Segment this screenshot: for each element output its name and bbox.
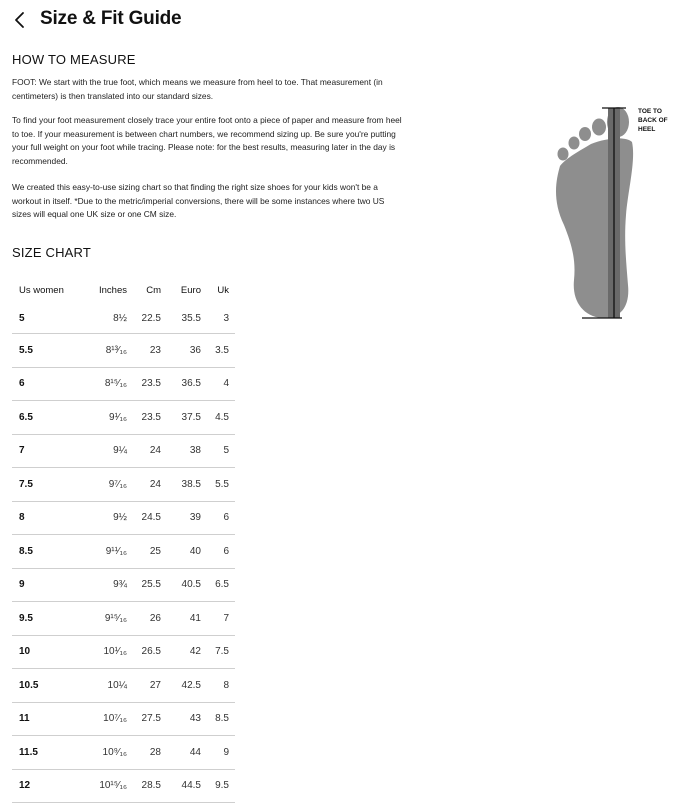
us-size-cell: 8.5 [12, 535, 83, 569]
us-size-cell: 11 [12, 702, 83, 736]
euro-cell: 44 [167, 736, 207, 770]
cm-cell: 22.5 [133, 303, 167, 334]
uk-cell: 7.5 [207, 635, 235, 669]
uk-cell: 8.5 [207, 702, 235, 736]
inches-cell: 10⁹⁄₁₆ [83, 736, 133, 770]
uk-cell: 6.5 [207, 568, 235, 602]
euro-cell: 36 [167, 334, 207, 368]
table-row [12, 401, 235, 435]
table-row [12, 535, 235, 569]
uk-cell: 7 [207, 602, 235, 636]
us-size-cell: 6 [12, 367, 83, 401]
column-header-us-women: Us women [19, 284, 64, 296]
back-button[interactable] [10, 9, 30, 31]
table-row [12, 736, 235, 770]
euro-cell: 41 [167, 602, 207, 636]
cm-cell: 26 [133, 602, 167, 636]
uk-cell: 9 [207, 736, 235, 770]
euro-cell: 40.5 [167, 568, 207, 602]
euro-cell: 44.5 [167, 769, 207, 803]
how-to-measure-title: HOW TO MEASURE [12, 52, 136, 67]
inches-cell: 9¹¹⁄₁₆ [83, 535, 133, 569]
euro-cell: 36.5 [167, 367, 207, 401]
table-row [12, 367, 235, 401]
cm-cell: 25 [133, 535, 167, 569]
page-title: Size & Fit Guide [40, 8, 182, 29]
uk-cell: 4.5 [207, 401, 235, 435]
inches-cell: 9½ [83, 501, 133, 535]
inches-cell: 8¹³⁄₁₆ [83, 334, 133, 368]
table-row [12, 635, 235, 669]
uk-cell: 5.5 [207, 468, 235, 502]
euro-cell: 37.5 [167, 401, 207, 435]
table-row [12, 334, 235, 368]
inches-cell: 9⁷⁄₁₆ [83, 468, 133, 502]
measurement-paragraph: To find your foot measurement closely trace your entire foot onto a piece of paper and measure from heel to toe. If your measurement is between chart numbers, we recommend sizing up. Be sure you're putting your full weight on your foot while tracing. Please note: for the best results, measuring later in the day is recommended. [12, 115, 402, 166]
euro-cell: 42.5 [167, 669, 207, 703]
foot-diagram [546, 100, 676, 330]
inches-cell: 8¹⁵⁄₁₆ [83, 367, 133, 401]
table-row [12, 602, 235, 636]
uk-cell: 9.5 [207, 769, 235, 803]
toe-to-heel-label: TOE TO BACK OF HEEL [638, 108, 668, 133]
cm-cell: 27.5 [133, 702, 167, 736]
cm-cell: 24 [133, 434, 167, 468]
us-size-cell: 5.5 [12, 334, 83, 368]
inches-cell: 10⁷⁄₁₆ [83, 702, 133, 736]
us-size-cell: 10.5 [12, 669, 83, 703]
euro-cell: 35.5 [167, 303, 207, 334]
third-toe [579, 127, 591, 141]
fourth-toe [569, 137, 580, 150]
sizing-chart-paragraph: We created this easy-to-use sizing chart so that finding the right size shoes for your kids won't be a workout in itself. *Due to the metric/imperial conversions, there will be some instances where two US sizes will equal one UK size or one CM size. [12, 182, 385, 219]
column-header-inches: Inches [99, 284, 127, 296]
column-header-uk: Uk [217, 284, 229, 296]
us-size-cell: 10 [12, 635, 83, 669]
uk-cell: 3 [207, 303, 235, 334]
inches-cell: 9¹⁵⁄₁₆ [83, 602, 133, 636]
us-size-cell: 8 [12, 501, 83, 535]
euro-cell: 43 [167, 702, 207, 736]
chevron-left-icon [14, 11, 26, 29]
cm-cell: 28.5 [133, 769, 167, 803]
inches-cell: 10¹⁵⁄₁₆ [83, 769, 133, 803]
column-header-cm: Cm [146, 284, 161, 296]
inches-cell: 8½ [83, 303, 133, 334]
table-row [12, 669, 235, 703]
cm-cell: 27 [133, 669, 167, 703]
cm-cell: 24.5 [133, 501, 167, 535]
header [0, 0, 676, 44]
euro-cell: 38.5 [167, 468, 207, 502]
column-header-euro: Euro [180, 284, 201, 296]
cm-cell: 24 [133, 468, 167, 502]
euro-cell: 39 [167, 501, 207, 535]
inches-cell: 10¼ [83, 669, 133, 703]
table-row [12, 769, 235, 803]
cm-cell: 23.5 [133, 401, 167, 435]
foot-sole [556, 138, 633, 318]
size-chart-title: SIZE CHART [12, 245, 92, 260]
uk-cell: 4 [207, 367, 235, 401]
size-chart-table [12, 277, 235, 803]
us-size-cell: 12 [12, 769, 83, 803]
table-row [12, 468, 235, 502]
inches-cell: 10¹⁄₁₆ [83, 635, 133, 669]
us-size-cell: 9.5 [12, 602, 83, 636]
little-toe [558, 148, 569, 161]
foot-paragraph: FOOT: We start with the true foot, which means we measure from heel to toe. That measurement (in centimeters) is then translated into our standard sizes. [12, 77, 383, 101]
uk-cell: 6 [207, 535, 235, 569]
uk-cell: 3.5 [207, 334, 235, 368]
cm-cell: 23 [133, 334, 167, 368]
us-size-cell: 6.5 [12, 401, 83, 435]
euro-cell: 38 [167, 434, 207, 468]
table-row [12, 303, 235, 334]
inches-cell: 9¹⁄₁₆ [83, 401, 133, 435]
cm-cell: 25.5 [133, 568, 167, 602]
table-row [12, 568, 235, 602]
euro-cell: 40 [167, 535, 207, 569]
uk-cell: 6 [207, 501, 235, 535]
table-row [12, 702, 235, 736]
us-size-cell: 7 [12, 434, 83, 468]
cm-cell: 26.5 [133, 635, 167, 669]
cm-cell: 28 [133, 736, 167, 770]
table-header-row [12, 277, 235, 303]
table-row [12, 434, 235, 468]
cm-cell: 23.5 [133, 367, 167, 401]
inches-cell: 9¾ [83, 568, 133, 602]
second-toe [592, 119, 606, 136]
us-size-cell: 5 [12, 303, 83, 334]
us-size-cell: 9 [12, 568, 83, 602]
us-size-cell: 7.5 [12, 468, 83, 502]
us-size-cell: 11.5 [12, 736, 83, 770]
uk-cell: 5 [207, 434, 235, 468]
uk-cell: 8 [207, 669, 235, 703]
inches-cell: 9¼ [83, 434, 133, 468]
table-row [12, 501, 235, 535]
euro-cell: 42 [167, 635, 207, 669]
